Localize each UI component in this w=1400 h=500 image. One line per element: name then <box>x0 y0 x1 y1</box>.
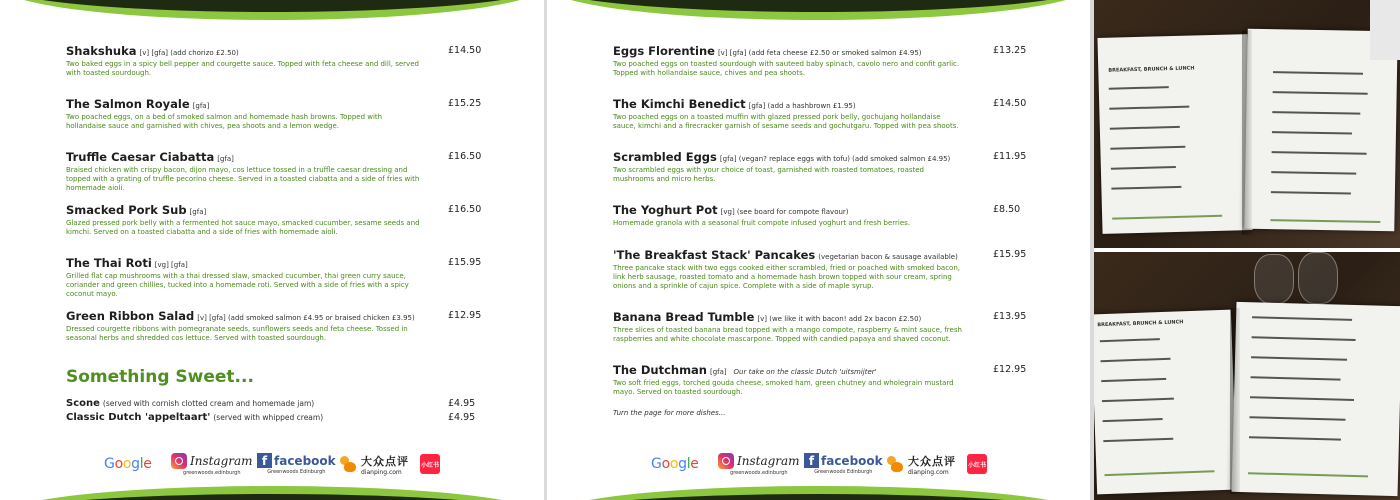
item-price: £14.50 <box>993 98 1027 109</box>
menu-item <box>66 150 512 193</box>
item-price: £8.50 <box>993 204 1021 215</box>
sheet-title: BREAKFAST, BRUNCH & LUNCH <box>1097 319 1184 329</box>
sweet-price: £4.95 <box>448 398 476 409</box>
item-name: Green Ribbon Salad <box>66 309 195 323</box>
facebook-logo[interactable] <box>257 448 336 480</box>
dianping-cn: 大众点评 <box>361 454 409 468</box>
facebook-wordmark: facebook <box>274 453 336 468</box>
item-description: Three slices of toasted banana bread topped with a mango compote, raspberry & mint sauce, fresh raspberries and white chocolate mascarpone. Topped with candied papaya and shaved coconut. <box>613 326 962 343</box>
menu-item <box>66 309 512 343</box>
dianping-icon <box>338 454 358 474</box>
menu-item <box>613 97 1033 131</box>
item-price: £15.95 <box>448 257 482 268</box>
item-tags: [v] (we like it with bacon! add 2x bacon £2.50) <box>757 315 922 323</box>
item-price: £11.95 <box>993 151 1027 162</box>
menu-sheet-left <box>1097 34 1252 234</box>
facebook-handle: Greenwoods Edinburgh <box>814 469 873 475</box>
item-price: £12.95 <box>448 310 482 321</box>
menu-sheet-right <box>1232 302 1400 496</box>
top-band <box>547 0 1090 20</box>
turn-page-note: Turn the page for more dishes... <box>613 409 726 417</box>
xiaohongshu-icon: 小红书 <box>420 454 440 474</box>
item-tags: [vg] (see board for compote flavour) <box>720 208 849 216</box>
item-price: £13.25 <box>993 45 1027 56</box>
dianping-icon <box>885 454 905 474</box>
dianping-logo[interactable] <box>885 448 956 480</box>
menu-item <box>613 248 1033 291</box>
sweet-name: Classic Dutch 'appeltaart' <box>66 412 211 423</box>
dianping-cn: 大众点评 <box>908 454 956 468</box>
menu-page-left <box>0 0 544 500</box>
xiaohongshu-logo[interactable] <box>967 448 987 480</box>
instagram-logo[interactable] <box>171 448 253 480</box>
item-name: Truffle Caesar Ciabatta <box>66 150 215 164</box>
dianping-en: dianping.com <box>361 468 402 476</box>
menu-photo-top <box>1094 0 1400 248</box>
item-name: The Thai Roti <box>66 256 152 270</box>
menu-item <box>66 203 512 237</box>
menu-fold <box>1242 30 1252 235</box>
item-price: £16.50 <box>448 204 482 215</box>
water-glass <box>1298 252 1338 304</box>
instagram-wordmark: Instagram <box>737 453 800 468</box>
item-tags: [gfa] (add a hashbrown £1.95) <box>748 102 856 110</box>
item-tags: [v] [gfa] (add feta cheese £2.50 or smoked salmon £4.95) <box>717 49 922 57</box>
item-name: Eggs Florentine <box>613 44 715 58</box>
instagram-icon <box>718 453 734 469</box>
item-name: The Yoghurt Pot <box>613 203 718 217</box>
google-logo[interactable] <box>651 448 699 480</box>
item-price: £15.95 <box>993 249 1027 260</box>
item-price: £13.95 <box>993 311 1027 322</box>
item-name: 'The Breakfast Stack' Pancakes <box>613 248 816 262</box>
item-name: The Kimchi Benedict <box>613 97 746 111</box>
item-description: Two soft fried eggs, torched gouda cheese, smoked ham, green chutney and wholegrain mustard mayo. Served on toasted sourdough. <box>613 379 954 396</box>
item-tags: (vegetarian bacon & sausage available) <box>818 253 958 261</box>
item-price: £12.95 <box>993 364 1027 375</box>
bottom-band <box>0 486 544 500</box>
sweet-price: £4.95 <box>448 412 476 423</box>
sheet-title: BREAKFAST, BRUNCH & LUNCH <box>1108 65 1195 74</box>
google-logo[interactable] <box>104 448 152 480</box>
facebook-logo[interactable] <box>804 448 883 480</box>
sweet-note: (served with cornish clotted cream and homemade jam) <box>102 399 315 408</box>
item-description: Two poached eggs, on a bed of smoked salmon and homemade hash browns. Topped with hollandaise sauce and garnished with chives, pea shoots and a lemon wedge. <box>66 113 383 130</box>
item-description: Braised chicken with crispy bacon, dijon mayo, cos lettuce tossed in a truffle caesar dressing and topped with a grating of truffle pecorino cheese. Served in a toasted ciabatta and a side of fries with homemade aioli. <box>66 166 420 192</box>
item-price: £15.25 <box>448 98 482 109</box>
menu-photo-bottom <box>1094 252 1400 500</box>
menu-item <box>613 363 1033 397</box>
menu-page-middle <box>547 0 1090 500</box>
top-band <box>0 0 544 20</box>
item-price: £14.50 <box>448 45 482 56</box>
item-description: Two scrambled eggs with your choice of toast, garnished with roasted tomatoes, roasted mushrooms and micro herbs. <box>613 166 924 183</box>
menu-item <box>613 150 1033 184</box>
item-tagline: Our take on the classic Dutch 'uitsmijter' <box>733 368 877 376</box>
item-price: £16.50 <box>448 151 482 162</box>
menu-item <box>613 310 1033 344</box>
item-tags: [v] [gfa] (add smoked salmon £4.95 or braised chicken £3.95) <box>197 314 415 322</box>
item-name: The Salmon Royale <box>66 97 190 111</box>
social-bar <box>0 448 544 480</box>
item-name: Scrambled Eggs <box>613 150 717 164</box>
instagram-icon <box>171 453 187 469</box>
instagram-wordmark: Instagram <box>190 453 253 468</box>
menu-item <box>613 203 1033 228</box>
item-tags: [v] [gfa] (add chorizo £2.50) <box>139 49 239 57</box>
dianping-logo[interactable] <box>338 448 409 480</box>
menu-item <box>66 97 512 131</box>
section-title-sweet: Something Sweet... <box>66 367 254 387</box>
menu-item <box>613 44 1033 78</box>
xiaohongshu-logo[interactable] <box>420 448 440 480</box>
item-description: Glazed pressed pork belly with a fermented hot sauce mayo, smacked cucumber, sesame seeds and kimchi. Served on a toasted ciabatta and a side of fries with homemade aioli. <box>66 219 420 236</box>
menu-sheet-left <box>1094 310 1237 495</box>
instagram-handle: greenwoods.edinburgh <box>730 469 788 476</box>
water-glass <box>1254 254 1294 304</box>
item-name: Shakshuka <box>66 44 137 58</box>
facebook-icon: f <box>257 453 272 468</box>
item-description: Three pancake stack with two eggs cooked either scrambled, fried or poached with smoked bacon, link herb sausage, roasted tomato and a homemade hash brown topped with sour cream, spring onions and a sprinkle of cajun spice. Complete with a side of maple syrup. <box>613 264 961 290</box>
google-wordmark: Google <box>104 456 152 472</box>
item-tags: [gfa] (vegan? replace eggs with tofu) (add smoked salmon £4.95) <box>719 155 951 163</box>
item-tags: [vg] [gfa] <box>154 261 188 269</box>
sweet-item <box>66 412 512 423</box>
item-description: Two baked eggs in a spicy bell pepper and courgette sauce. Topped with feta cheese and dill, served with toasted sourdough. <box>66 60 419 77</box>
xiaohongshu-icon: 小红书 <box>967 454 987 474</box>
instagram-handle: greenwoods.edinburgh <box>183 469 241 476</box>
instagram-logo[interactable] <box>718 448 800 480</box>
item-description: Two poached eggs on toasted sourdough with sauteed baby spinach, cavolo nero and confit garlic. Topped with hollandaise sauce, chives and pea shoots. <box>613 60 960 77</box>
item-description: Grilled flat cap mushrooms with a thai dressed slaw, smacked cucumber, thai green curry sauce, coriander and green chillies, tucked into a homemade roti. Served with a side of fries with a spicy coconut mayo. <box>66 272 409 298</box>
photo-edge <box>1370 0 1400 60</box>
item-description: Two poached eggs on a toasted muffin with glazed pressed pork belly, gochujang hollandaise sauce, kimchi and a firecracker garnish of sesame seeds and gochutgaru. Topped with pea shoots. <box>613 113 959 130</box>
social-bar <box>547 448 1090 480</box>
menu-fold <box>1230 308 1240 494</box>
item-tags: [gfa] <box>189 208 207 216</box>
sweet-name: Scone <box>66 398 100 409</box>
item-tags: [gfa] <box>217 155 234 163</box>
item-description: Homemade granola with a seasonal fruit compote infused yoghurt and fresh berries. <box>613 219 911 227</box>
facebook-icon: f <box>804 453 819 468</box>
item-tags: [gfa] <box>192 102 210 110</box>
facebook-handle: Greenwoods Edinburgh <box>267 469 326 475</box>
bottom-band <box>547 486 1090 500</box>
menu-item <box>66 44 512 78</box>
item-name: Banana Bread Tumble <box>613 310 755 324</box>
google-wordmark: Google <box>651 456 699 472</box>
item-tags: [gfa] <box>710 368 727 376</box>
sweet-item <box>66 398 512 409</box>
menu-item <box>66 256 512 299</box>
item-name: The Dutchman <box>613 363 707 377</box>
dianping-en: dianping.com <box>908 468 949 476</box>
item-name: Smacked Pork Sub <box>66 203 187 217</box>
item-description: Dressed courgette ribbons with pomegranate seeds, sunflowers seeds and feta cheese. Tossed in seasonal herbs and shredded cos lettuce. Served with toasted sourdough. <box>66 325 408 342</box>
facebook-wordmark: facebook <box>821 453 883 468</box>
sweet-note: (served with whipped cream) <box>213 413 324 422</box>
